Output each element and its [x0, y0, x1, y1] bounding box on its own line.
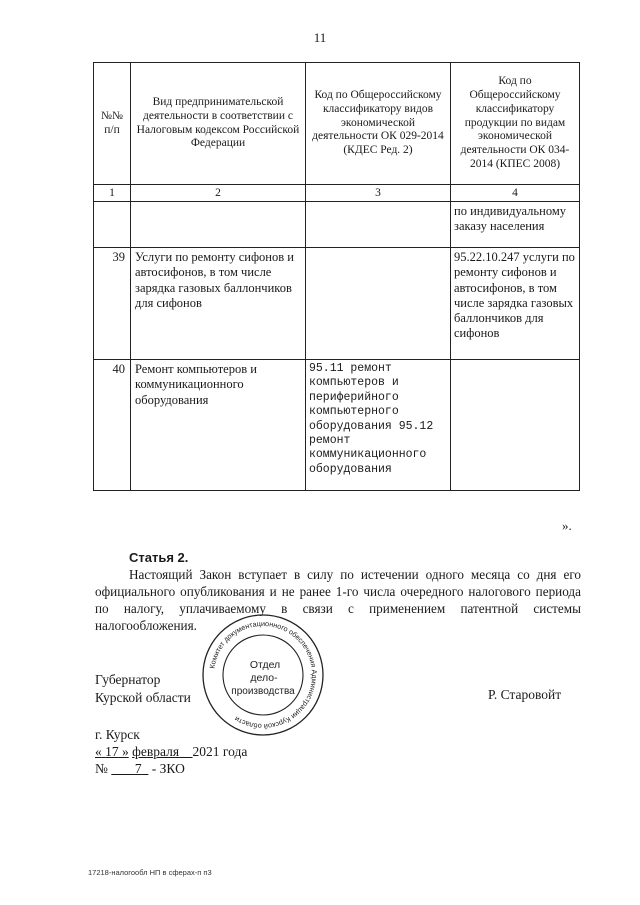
table-row — [94, 202, 580, 248]
row-number: 40 — [94, 360, 131, 491]
row-activity — [131, 202, 306, 248]
law-number — [95, 761, 185, 777]
date-day — [102, 744, 122, 759]
signatory-name: Р. Старовойт — [488, 687, 562, 702]
column-number: 3 — [306, 185, 451, 202]
row-okpd — [451, 360, 580, 491]
number-suffix: - ЗКО — [151, 761, 185, 776]
signatory-title — [95, 671, 191, 707]
column-number: 4 — [451, 185, 580, 202]
header-number: №№ п/п — [94, 63, 131, 185]
table-row — [94, 360, 580, 491]
stamp-center-line: производства — [231, 686, 295, 697]
office-stamp — [198, 610, 328, 740]
stamp-ring-textpath: Комитет документационного обеспечения Администрации Курской области — [207, 618, 320, 732]
column-number: 2 — [131, 185, 306, 202]
number-value-text: 7 — [134, 761, 142, 776]
column-number: 1 — [94, 185, 131, 202]
row-okved: 95.11 ремонт компьютеров и периферийного компьютерного оборудования 95.12 ремонт коммуникационного оборудования — [306, 360, 451, 491]
date-month-value: февраля — [132, 744, 180, 759]
row-okved — [306, 202, 451, 248]
footer-file-code: 17218-налогообл НП в сферах-п п3 — [88, 868, 212, 877]
row-okpd: по индивидуальному заказу населения — [451, 202, 580, 248]
row-okved — [306, 248, 451, 360]
stamp-center-line: Отдел — [249, 659, 281, 671]
article-body — [95, 566, 581, 635]
number-prefix: № — [95, 761, 108, 776]
row-number — [94, 202, 131, 248]
page-number: 11 — [313, 30, 327, 45]
row-activity: Ремонт компьютеров и коммуникационного оборудования — [131, 360, 306, 491]
signing-date — [95, 744, 247, 760]
activities-table — [93, 62, 580, 491]
header-okpd: Код по Общероссийскому классификатору продукции по видам экономической деятельности ОК 034-2014 (КПЕС 2008) — [451, 63, 580, 185]
date-open-quote: « — [95, 744, 102, 759]
row-number: 39 — [94, 248, 131, 360]
row-activity: Услуги по ремонту сифонов и автосифонов, в том числе зарядка газовых баллончиков для сифонов — [131, 248, 306, 360]
closing-quote: ». — [562, 518, 572, 533]
table-header-row — [94, 63, 580, 185]
date-year: 2021 года — [192, 744, 248, 759]
row-okpd: 95.22.10.247 услуги по ремонту сифонов и автосифонов, в том числе зарядка газовых баллончиков для сифонов — [451, 248, 580, 360]
article-paragraph: Настоящий Закон вступает в силу по истечении одного месяца со дня его официального опубликования и не ранее 1-го числа очередного налогового периода по налогу, уплачиваемому в связи с применением патентной системы налогообложения. — [95, 567, 581, 634]
signatory-title-line: Губернатор — [95, 672, 161, 687]
article-title: Статья 2. — [129, 550, 189, 565]
date-month — [132, 744, 192, 759]
number-value — [111, 761, 148, 776]
signatory-title-line: Курской области — [95, 690, 191, 706]
header-activity: Вид предпринимательской деятельности в соответствии с Налоговым кодексом Российской Федерации — [131, 63, 306, 185]
table-row — [94, 248, 580, 360]
date-close-quote: » — [122, 744, 129, 759]
place: г. Курск — [95, 727, 140, 742]
stamp-center-line: дело- — [250, 672, 278, 684]
date-day-value: 17 — [105, 744, 119, 759]
column-number-row — [94, 185, 580, 202]
header-okved: Код по Общероссийскому классификатору видов экономической деятельности ОК 029-2014 (КДЕС Ред. 2) — [306, 63, 451, 185]
